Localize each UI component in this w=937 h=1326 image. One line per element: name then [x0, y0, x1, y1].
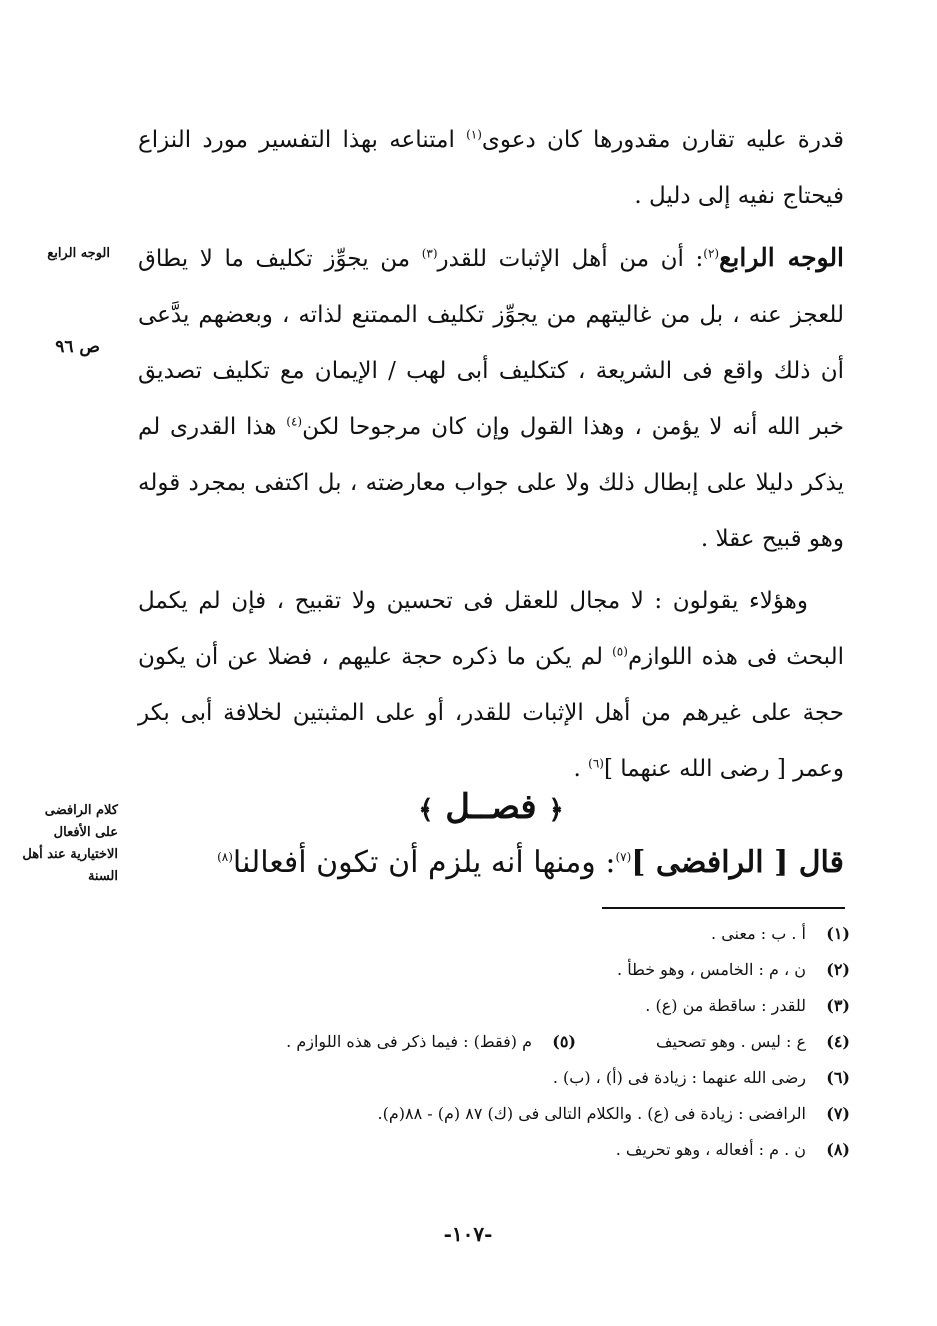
text-run: هذا القدرى لم يذكر دليلا على إبطال ذلك ولا على جواب معارضته ، بل اكتفى بمجرد قوله وهو قبيح عقلا .	[138, 414, 844, 552]
qal-line	[138, 838, 844, 888]
footnote-7	[160, 1096, 850, 1132]
footnote-text: م (فقط) : فيما ذكر فى هذه اللوازم .	[286, 1032, 532, 1051]
footnotes	[160, 916, 850, 1168]
footnote-number: (٤)	[826, 1032, 850, 1051]
footnote-ref: (٤)	[286, 414, 303, 429]
footnote-rule	[602, 907, 845, 909]
footnote-text: الرافضى : زيادة فى (ع) . والكلام التالى فى (ك) ٨٧ (م) - ٨٨(م).	[377, 1104, 806, 1123]
footnote-text: أ . ب : معنى .	[711, 924, 806, 943]
section-title: فصــل	[445, 787, 537, 827]
footnote-ref: (٣)	[421, 246, 438, 261]
footnote-number: (٢)	[826, 960, 850, 979]
margin-note-page-ref: ص ٩٦	[55, 337, 100, 357]
footnote-text: رضى الله عنهما : زيادة فى (أ) ، (ب) .	[552, 1068, 806, 1087]
footnote-text: ع : ليس . وهو تصحيف	[655, 1032, 806, 1051]
footnote-number: (١)	[826, 924, 850, 943]
text-run: : أن من أهل الإثبات للقدر	[437, 246, 704, 272]
footnote-ref: (١)	[466, 127, 482, 142]
footnote-number: (٧)	[826, 1104, 850, 1123]
footnote-number: (٦)	[826, 1068, 850, 1087]
paragraph-3	[138, 573, 844, 797]
footnote-text: ن ، م : الخامس ، وهو خطأ .	[617, 960, 806, 979]
main-text-block	[138, 112, 844, 797]
text-run: لم يكن ما ذكره حجة عليهم ، فضلا عن أن يكون حجة على غيرهم من أهل الإثبات للقدر، أو على المثبتين لخلافة أبى بكر وعمر [ رضى الله عنهما ]	[138, 644, 844, 782]
footnote-number: (٣)	[826, 996, 850, 1015]
footnote-4-5	[160, 1024, 850, 1060]
qal-text: : ومنها أنه يلزم أن تكون أفعالنا	[232, 845, 616, 880]
qal-label: قال [ الرافضى ]	[631, 845, 844, 880]
footnote-1	[160, 916, 850, 952]
text-run: قدرة عليه تقارن مقدورها كان دعوى	[481, 127, 844, 153]
footnote-text: ن . م : أفعاله ، وهو تحريف .	[615, 1140, 806, 1159]
margin-note-rafidi: كلام الرافضى على الأفعال الاختيارية عند أهل السنة	[22, 803, 118, 884]
section-heading	[138, 782, 844, 835]
footnote-ref: (٥)	[612, 644, 628, 659]
footnote-number: (٥)	[552, 1032, 576, 1051]
footnote-number: (٨)	[826, 1140, 850, 1159]
ornament-right: ﴿	[548, 795, 564, 825]
text-run: امتناعه بهذا التفسير مورد النزاع فيحتاج نفيه إلى دليل .	[138, 127, 844, 209]
footnote-ref: (٧)	[615, 850, 632, 864]
page-number: -١٠٧-	[443, 1222, 493, 1246]
footnote-ref: (٦)	[588, 756, 604, 771]
text-run: من يجوِّز تكليف ما لا يطاق للعجز عنه ، بل من غاليتهم من يجوِّز تكليف الممتنع لذاته ، وبعضهم يدَّعى أن ذلك واقع فى الشريعة ، كتكليف أبى لهب / الإيمان مع تكليف تصديق خبر الله أنه لا يؤمن ، وهذا القول وإن كان مرجوحا لكن	[138, 246, 844, 440]
footnote-ref: (٢)	[703, 246, 720, 261]
ornament-left: ﴾	[418, 795, 434, 825]
footnote-3	[160, 988, 850, 1024]
text-run: وهؤلاء يقولون : لا مجال للعقل فى تحسين ولا تقبيح ، فإن لم يكمل البحث فى هذه اللوازم	[138, 588, 844, 670]
footnote-ref: (٨)	[217, 850, 233, 864]
text-run: .	[573, 756, 589, 782]
footnote-6	[160, 1060, 850, 1096]
footnote-2	[160, 952, 850, 988]
paragraph-2	[138, 230, 844, 567]
footnote-text: للقدر : ساقطة من (ع) .	[645, 996, 806, 1015]
margin-note-fourth-aspect: الوجه الرابع	[47, 246, 110, 261]
footnote-8	[160, 1132, 850, 1168]
paragraph-1	[138, 112, 844, 224]
paragraph-heading: الوجه الرابع	[719, 243, 845, 272]
